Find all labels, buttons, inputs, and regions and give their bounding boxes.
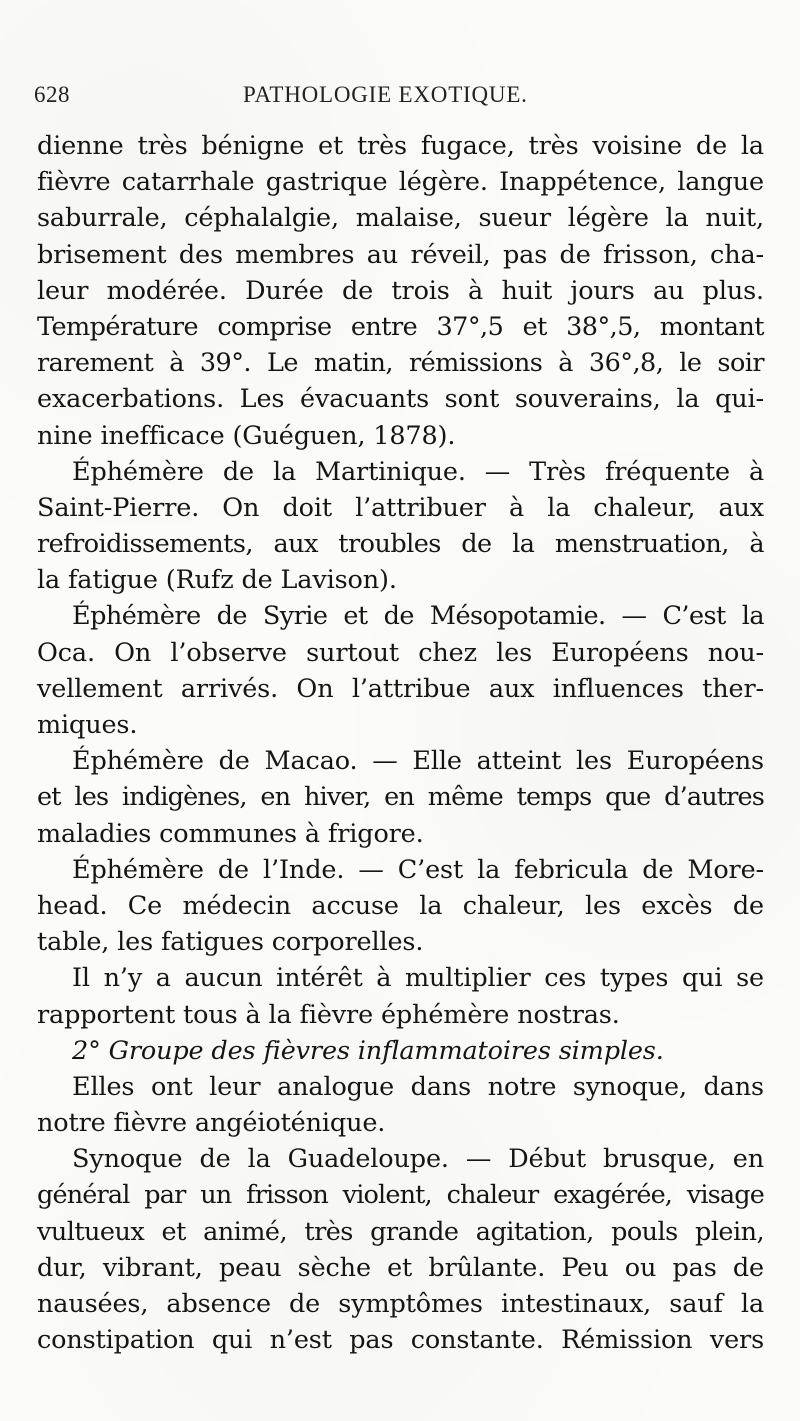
running-title: PATHOLOGIE EXOTIQUE. xyxy=(243,82,528,107)
text-line: maladies communes à frigore. xyxy=(37,818,424,849)
paragraph-line: Éphémère de l’Inde. — C’est la febricula de More- xyxy=(72,854,764,885)
text-line: leur modérée. Durée de trois à huit jours au plus. xyxy=(37,275,764,306)
text-line: vultueux et animé, très grande agitation, pouls plein, xyxy=(37,1216,764,1247)
text-line: dur, vibrant, peau sèche et brûlante. Peu ou pas de xyxy=(37,1252,764,1283)
text-line: saburrale, céphalalgie, malaise, sueur légère la nuit, xyxy=(37,203,764,234)
text-line: et les indigènes, en hiver, en même temps que d’autres xyxy=(37,782,764,813)
paragraph-line: Éphémère de Syrie et de Mésopotamie. — C’est la xyxy=(72,601,764,632)
text-line: exacerbations. Les évacuants sont souverains, la qui- xyxy=(37,384,764,415)
page-header xyxy=(34,82,754,116)
section-heading: 2° Groupe des fièvres inflammatoires simples. xyxy=(72,1035,664,1066)
text-line: rapportent tous à la fièvre éphémère nostras. xyxy=(37,999,620,1030)
text-line: fièvre catarrhale gastrique légère. Inappétence, langue xyxy=(37,167,764,198)
text-line: refroidissements, aux troubles de la menstruation, à xyxy=(37,529,764,560)
text-line: Oca. On l’observe surtout chez les Européens nou- xyxy=(37,637,764,668)
text-line: rarement à 39°. Le matin, rémissions à 36°,8, le soir xyxy=(37,348,764,379)
text-line: Température comprise entre 37°,5 et 38°,5, montant xyxy=(37,311,764,342)
text-line: Saint-Pierre. On doit l’attribuer à la chaleur, aux xyxy=(37,492,764,523)
paragraph-line: Synoque de la Guadeloupe. — Début brusque, en xyxy=(72,1144,764,1175)
paragraph-line: Éphémère de Macao. — Elle atteint les Européens xyxy=(72,746,764,777)
body-text xyxy=(37,128,764,1358)
text-line: head. Ce médecin accuse la chaleur, les excès de xyxy=(37,890,764,921)
paragraph-line: Éphémère de la Martinique. — Très fréquente à xyxy=(72,456,764,487)
text-line: miques. xyxy=(37,710,138,740)
text-line: brisement des membres au réveil, pas de frisson, cha- xyxy=(37,239,764,270)
text-line: la fatigue (Rufz de Lavison). xyxy=(37,565,397,596)
text-line: table, les fatigues corporelles. xyxy=(37,927,424,958)
text-line: dienne très bénigne et très fugace, très voisine de la xyxy=(37,131,764,161)
paragraph-line: Il n’y a aucun intérêt à multiplier ces types qui se xyxy=(72,963,764,994)
text-line: vellement arrivés. On l’attribue aux influences ther- xyxy=(37,673,764,704)
text-line: nausées, absence de symptômes intestinaux, sauf la xyxy=(37,1289,764,1319)
paragraph-line: Elles ont leur analogue dans notre synoque, dans xyxy=(72,1071,764,1102)
text-line: notre fièvre angéioténique. xyxy=(37,1108,386,1139)
text-line: général par un frisson violent, chaleur exagérée, visage xyxy=(37,1180,764,1211)
page-number: 628 xyxy=(34,82,70,107)
text-line: nine inefficace (Guéguen, 1878). xyxy=(37,420,456,451)
text-line: constipation qui n’est pas constante. Rémission vers xyxy=(37,1325,764,1356)
